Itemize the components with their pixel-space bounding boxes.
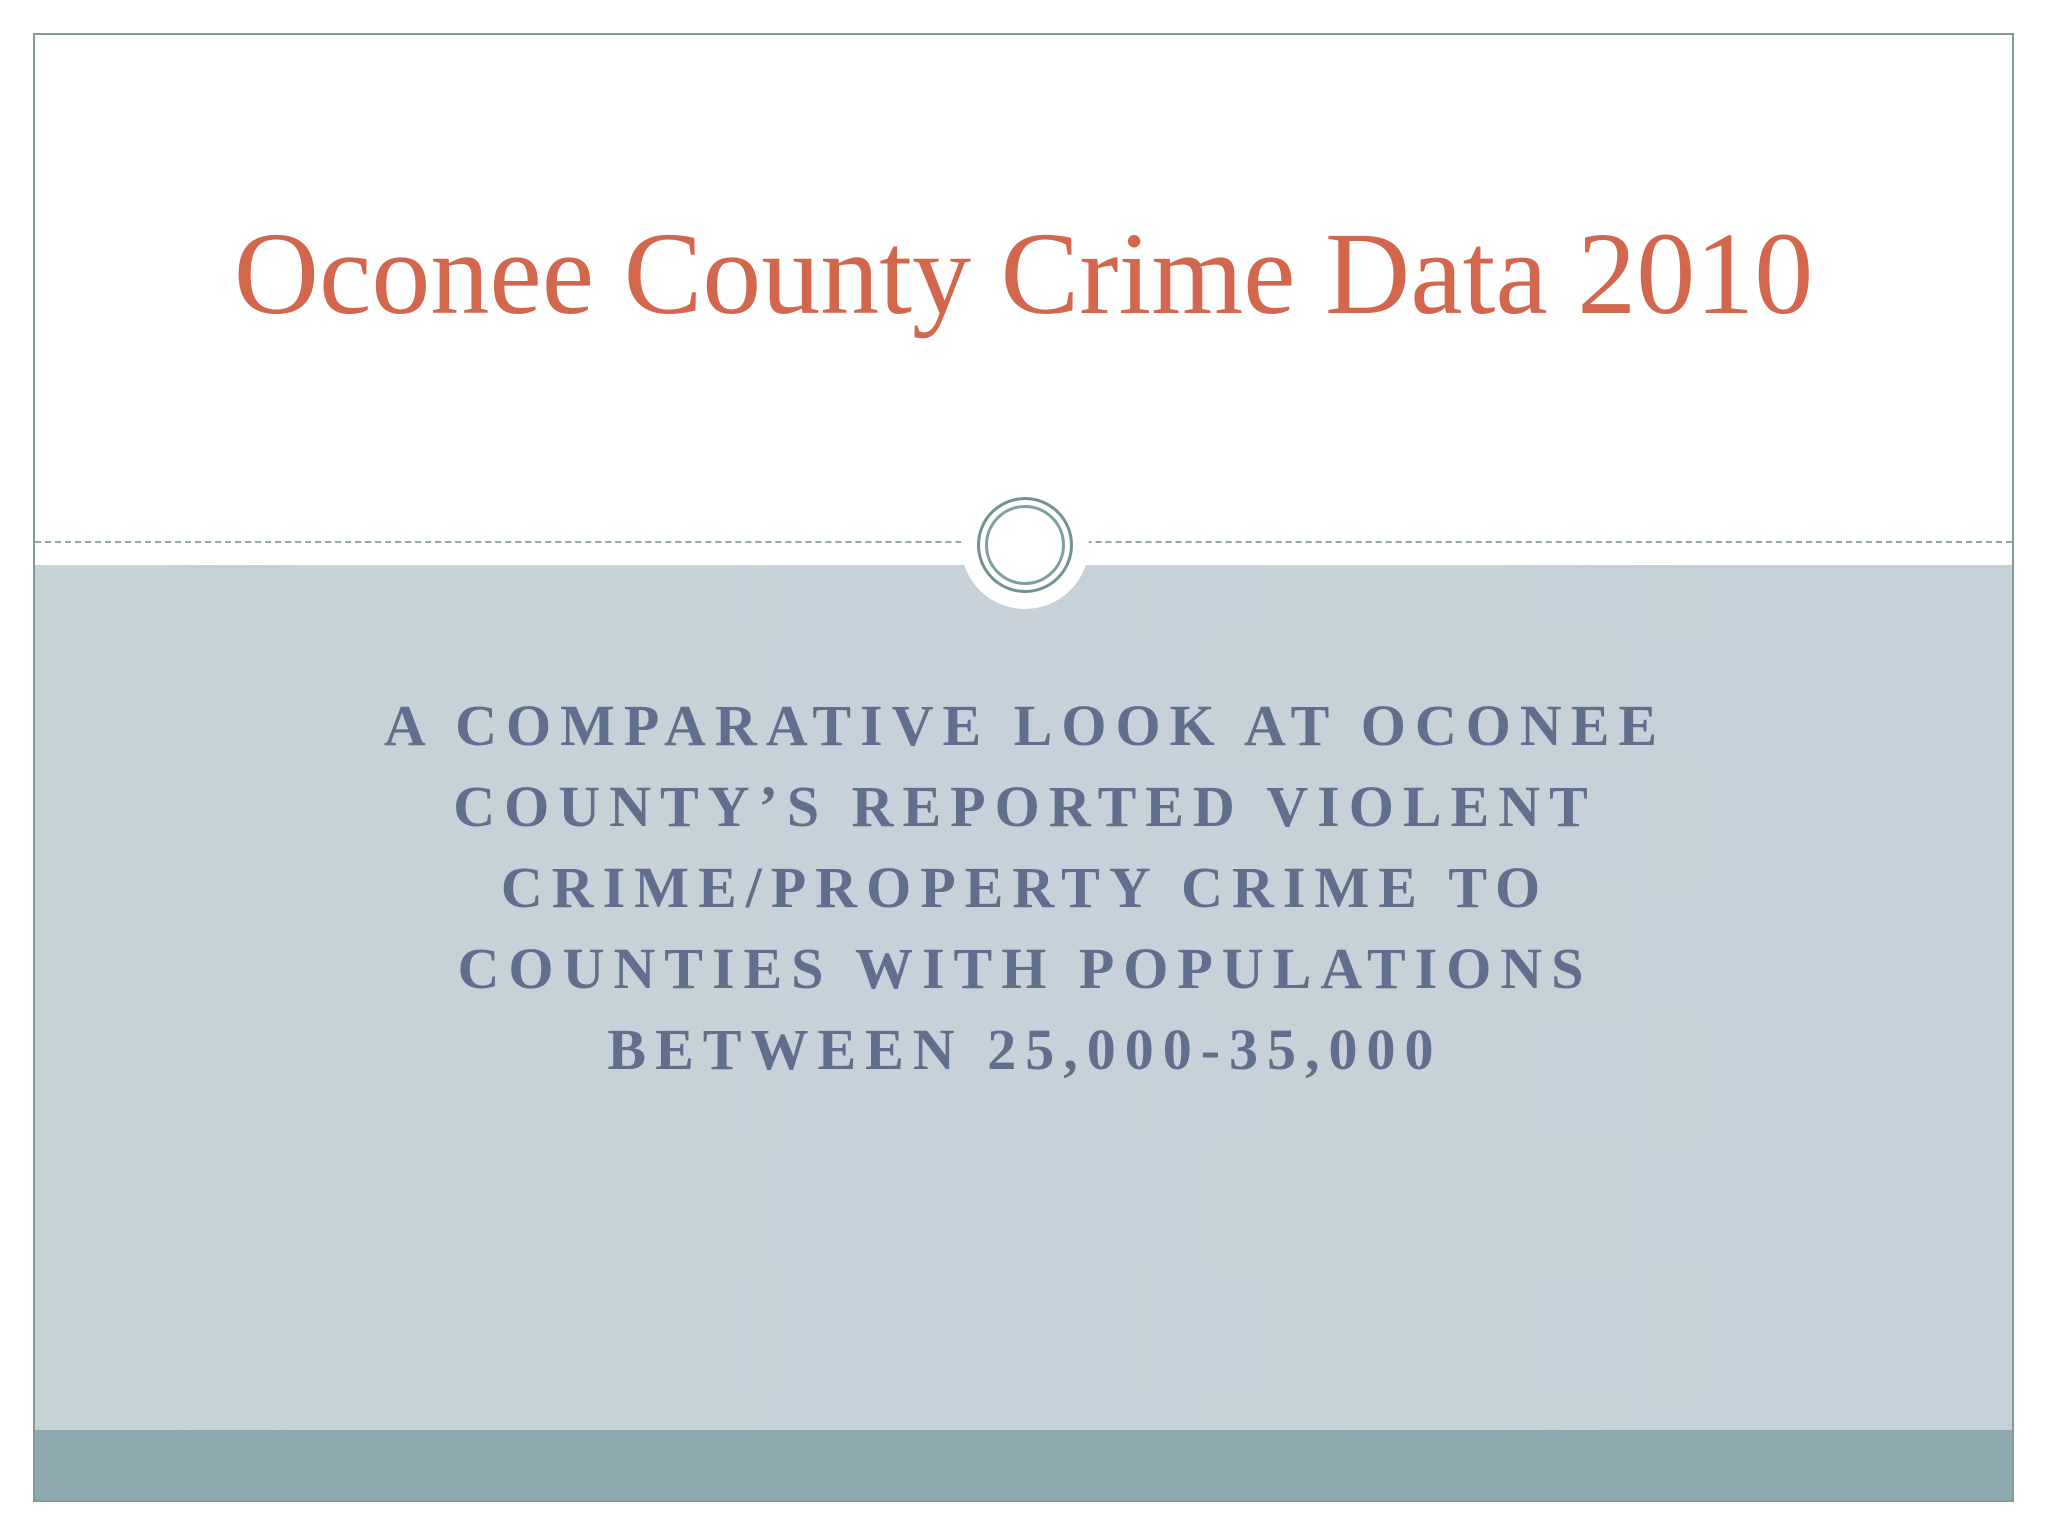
slide-frame: [33, 33, 2014, 1502]
slide-title: Oconee County Crime Data 2010: [233, 208, 1814, 339]
slide-subtitle: A COMPARATIVE LOOK AT OCONEE COUNTY’S REPORTED VIOLENT CRIME/PROPERTY CRIME TO COUNTIES WITH POPULATIONS BETWEEN 25,000-35,000: [383, 693, 1667, 1082]
ornament-inner-ring: [985, 505, 1065, 585]
divider-circle-ornament: [961, 481, 1089, 609]
footer-band: [35, 1430, 2012, 1500]
